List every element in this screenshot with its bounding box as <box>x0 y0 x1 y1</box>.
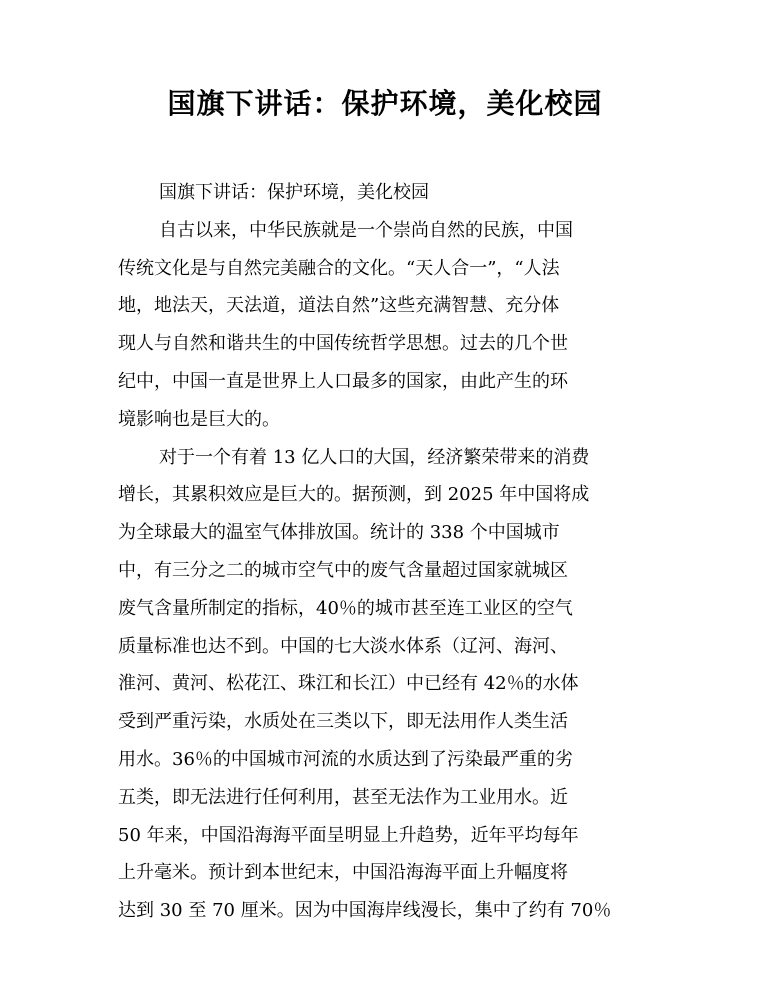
paragraph-line: 境影响也是巨大的。 <box>118 408 280 430</box>
document-title: 国旗下讲话：保护环境，美化校园 <box>167 87 603 120</box>
paragraph-line: 地，地法天，天法道，道法自然”这些充满智慧、充分体 <box>118 295 560 317</box>
document-body <box>118 174 652 930</box>
paragraph-line: 废气含量所制定的指标，40％的城市甚至连工业区的空气 <box>118 597 573 619</box>
paragraph-line: 淮河、黄河、松花江、珠江和长江）中已经有 42％的水体 <box>118 673 579 695</box>
paragraph-line: 纪中，中国一直是世界上人口最多的国家，由此产生的环 <box>118 370 568 392</box>
paragraph-line: 上升毫米。预计到本世纪末，中国沿海海平面上升幅度将 <box>118 862 568 884</box>
subtitle-line: 国旗下讲话：保护环境，美化校园 <box>159 182 429 203</box>
paragraph-line: 中，有三分之二的城市空气中的废气含量超过国家就城区 <box>118 559 568 581</box>
paragraph-line: 质量标准也达不到。中国的七大淡水体系（辽河、海河、 <box>118 635 568 657</box>
paragraph-line: 受到严重污染，水质处在三类以下，即无法用作人类生活 <box>118 711 568 733</box>
paragraph-line: 达到 30 至 70 厘米。因为中国海岸线漫长，集中了约有 70％ <box>118 900 612 922</box>
paragraph-line: 传统文化是与自然完美融合的文化。“天人合一”，“人法 <box>118 257 560 279</box>
paragraph-line: 为全球最大的温室气体排放国。统计的 338 个中国城市 <box>118 522 560 544</box>
paragraph-line: 增长，其累积效应是巨大的。据预测，到 2025 年中国将成 <box>118 484 590 506</box>
paragraph-line: 用水。36％的中国城市河流的水质达到了污染最严重的劣 <box>118 748 573 770</box>
paragraph-line: 五类，即无法进行任何利用，甚至无法作为工业用水。近 <box>118 786 568 808</box>
paragraph-line: 对于一个有着 13 亿人口的大国，经济繁荣带来的消费 <box>159 446 590 468</box>
paragraph-line: 自古以来，中华民族就是一个崇尚自然的民族，中国 <box>159 219 573 241</box>
paragraph-line: 现人与自然和谐共生的中国传统哲学思想。过去的几个世 <box>118 333 568 355</box>
paragraph-line: 50 年来，中国沿海海平面呈明显上升趋势，近年平均每年 <box>118 824 579 846</box>
